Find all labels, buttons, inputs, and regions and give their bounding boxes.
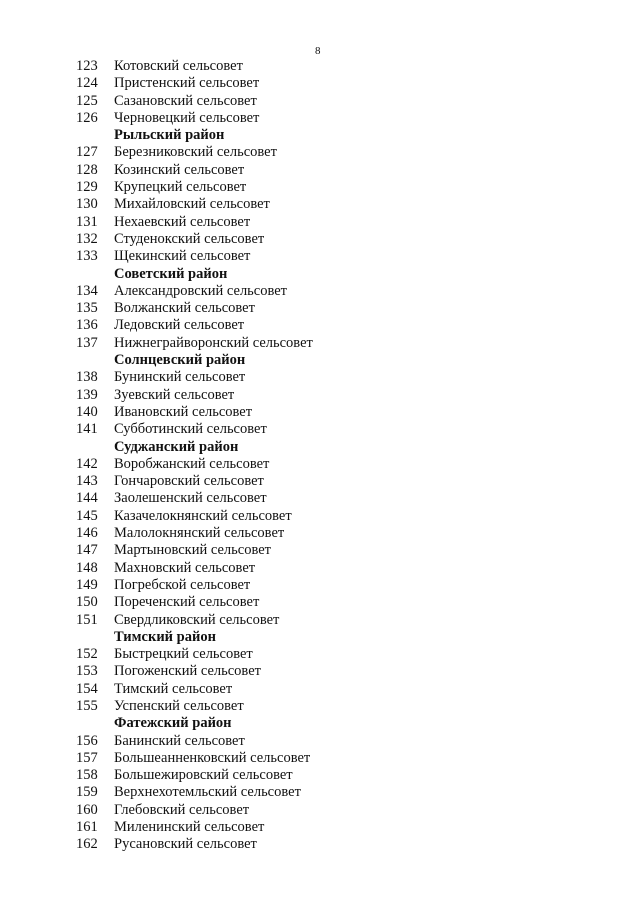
list-item bbox=[0, 179, 640, 196]
item-name: Свердликовский сельсовет bbox=[114, 611, 280, 628]
item-number: 156 bbox=[76, 732, 98, 749]
list-item bbox=[0, 369, 640, 386]
list-item bbox=[0, 144, 640, 161]
item-number: 159 bbox=[76, 784, 98, 801]
item-number: 157 bbox=[76, 749, 98, 766]
item-number: 128 bbox=[76, 161, 98, 178]
settlement-list bbox=[0, 58, 640, 854]
list-item bbox=[0, 58, 640, 75]
list-item bbox=[0, 456, 640, 473]
item-name: Пореченский сельсовет bbox=[114, 594, 260, 611]
item-name: Волжанский сельсовет bbox=[114, 300, 255, 317]
list-item bbox=[0, 508, 640, 525]
item-name: Банинский сельсовет bbox=[114, 732, 245, 749]
item-number: 161 bbox=[76, 819, 98, 836]
district-name: Фатежский район bbox=[114, 715, 232, 732]
item-number: 151 bbox=[76, 611, 98, 628]
item-number: 139 bbox=[76, 386, 98, 403]
item-name: Воробжанский сельсовет bbox=[114, 455, 270, 472]
item-name: Козинский сельсовет bbox=[114, 161, 245, 178]
district-name: Суджанский район bbox=[114, 438, 239, 455]
list-item bbox=[0, 767, 640, 784]
item-number: 132 bbox=[76, 230, 98, 247]
district-heading bbox=[0, 127, 640, 144]
list-item bbox=[0, 75, 640, 92]
list-item bbox=[0, 283, 640, 300]
item-number: 134 bbox=[76, 282, 98, 299]
item-number: 155 bbox=[76, 697, 98, 714]
item-name: Сазановский сельсовет bbox=[114, 92, 257, 109]
item-number: 142 bbox=[76, 455, 98, 472]
list-item bbox=[0, 594, 640, 611]
item-name: Пристенский сельсовет bbox=[114, 75, 260, 92]
list-item bbox=[0, 335, 640, 352]
item-name: Щекинский сельсовет bbox=[114, 248, 251, 265]
item-name: Крупецкий сельсовет bbox=[114, 179, 247, 196]
list-item bbox=[0, 490, 640, 507]
list-item bbox=[0, 300, 640, 317]
item-number: 123 bbox=[76, 58, 98, 74]
item-number: 148 bbox=[76, 559, 98, 576]
item-name: Быстрецкий сельсовет bbox=[114, 646, 253, 663]
item-number: 145 bbox=[76, 507, 98, 524]
item-number: 136 bbox=[76, 317, 98, 334]
item-number: 141 bbox=[76, 421, 98, 438]
list-item bbox=[0, 681, 640, 698]
list-item bbox=[0, 819, 640, 836]
list-item bbox=[0, 750, 640, 767]
district-heading bbox=[0, 715, 640, 732]
item-name: Погребской сельсовет bbox=[114, 576, 251, 593]
list-item bbox=[0, 93, 640, 110]
district-name: Солнцевский район bbox=[114, 352, 246, 369]
item-number: 150 bbox=[76, 594, 98, 611]
item-number: 130 bbox=[76, 196, 98, 213]
item-name: Казачелокнянский сельсовет bbox=[114, 507, 292, 524]
list-item bbox=[0, 646, 640, 663]
item-name: Зуевский сельсовет bbox=[114, 386, 235, 403]
list-item bbox=[0, 421, 640, 438]
item-name: Березниковский сельсовет bbox=[114, 144, 277, 161]
list-item bbox=[0, 733, 640, 750]
item-name: Субботинский сельсовет bbox=[114, 421, 267, 438]
item-number: 133 bbox=[76, 248, 98, 265]
item-number: 162 bbox=[76, 836, 98, 853]
item-name: Большежировский сельсовет bbox=[114, 767, 293, 784]
item-number: 152 bbox=[76, 646, 98, 663]
item-name: Миленинский сельсовет bbox=[114, 819, 265, 836]
list-item bbox=[0, 577, 640, 594]
item-name: Котовский сельсовет bbox=[114, 58, 243, 74]
item-name: Заолешенский сельсовет bbox=[114, 490, 267, 507]
item-name: Мартыновский сельсовет bbox=[114, 542, 271, 559]
item-name: Нижнеграйворонский сельсовет bbox=[114, 334, 313, 351]
item-name: Малолокнянский сельсовет bbox=[114, 525, 285, 542]
list-item bbox=[0, 231, 640, 248]
item-number: 144 bbox=[76, 490, 98, 507]
item-number: 153 bbox=[76, 663, 98, 680]
item-name: Ледовский сельсовет bbox=[114, 317, 245, 334]
item-name: Успенский сельсовет bbox=[114, 697, 244, 714]
item-number: 138 bbox=[76, 369, 98, 386]
district-name: Тимский район bbox=[114, 628, 216, 645]
district-heading bbox=[0, 439, 640, 456]
list-item bbox=[0, 525, 640, 542]
item-name: Большеанненковский сельсовет bbox=[114, 749, 311, 766]
item-name: Бунинский сельсовет bbox=[114, 369, 246, 386]
item-name: Тимский сельсовет bbox=[114, 680, 233, 697]
item-number: 158 bbox=[76, 767, 98, 784]
list-item bbox=[0, 663, 640, 680]
item-number: 137 bbox=[76, 334, 98, 351]
item-number: 135 bbox=[76, 300, 98, 317]
item-name: Русановский сельсовет bbox=[114, 836, 257, 853]
item-name: Александровский сельсовет bbox=[114, 282, 288, 299]
list-item bbox=[0, 542, 640, 559]
list-item bbox=[0, 387, 640, 404]
item-number: 143 bbox=[76, 473, 98, 490]
item-name: Верхнехотемльский сельсовет bbox=[114, 784, 301, 801]
item-number: 125 bbox=[76, 92, 98, 109]
item-name: Ивановский сельсовет bbox=[114, 403, 253, 420]
item-number: 160 bbox=[76, 801, 98, 818]
list-item bbox=[0, 196, 640, 213]
list-item bbox=[0, 698, 640, 715]
item-number: 131 bbox=[76, 213, 98, 230]
item-number: 126 bbox=[76, 109, 98, 126]
list-item bbox=[0, 162, 640, 179]
item-name: Гончаровский сельсовет bbox=[114, 473, 264, 490]
item-number: 154 bbox=[76, 680, 98, 697]
list-item bbox=[0, 248, 640, 265]
item-number: 129 bbox=[76, 179, 98, 196]
item-number: 140 bbox=[76, 403, 98, 420]
list-item bbox=[0, 784, 640, 801]
item-name: Студенокский сельсовет bbox=[114, 230, 265, 247]
item-number: 146 bbox=[76, 525, 98, 542]
item-number: 127 bbox=[76, 144, 98, 161]
item-number: 147 bbox=[76, 542, 98, 559]
list-item bbox=[0, 836, 640, 853]
list-item bbox=[0, 214, 640, 231]
district-heading bbox=[0, 629, 640, 646]
list-item bbox=[0, 110, 640, 127]
list-item bbox=[0, 473, 640, 490]
page-number: 8 bbox=[315, 45, 321, 57]
item-name: Махновский сельсовет bbox=[114, 559, 256, 576]
district-heading bbox=[0, 266, 640, 283]
list-item bbox=[0, 404, 640, 421]
item-name: Погоженский сельсовет bbox=[114, 663, 261, 680]
district-name: Рыльский район bbox=[114, 127, 225, 144]
list-item bbox=[0, 317, 640, 334]
list-item bbox=[0, 560, 640, 577]
item-name: Нехаевский сельсовет bbox=[114, 213, 251, 230]
item-number: 149 bbox=[76, 576, 98, 593]
item-name: Михайловский сельсовет bbox=[114, 196, 270, 213]
item-number: 124 bbox=[76, 75, 98, 92]
district-heading bbox=[0, 352, 640, 369]
item-name: Глебовский сельсовет bbox=[114, 801, 250, 818]
list-item bbox=[0, 612, 640, 629]
district-name: Советский район bbox=[114, 265, 228, 282]
item-name: Черновецкий сельсовет bbox=[114, 109, 260, 126]
list-item bbox=[0, 802, 640, 819]
